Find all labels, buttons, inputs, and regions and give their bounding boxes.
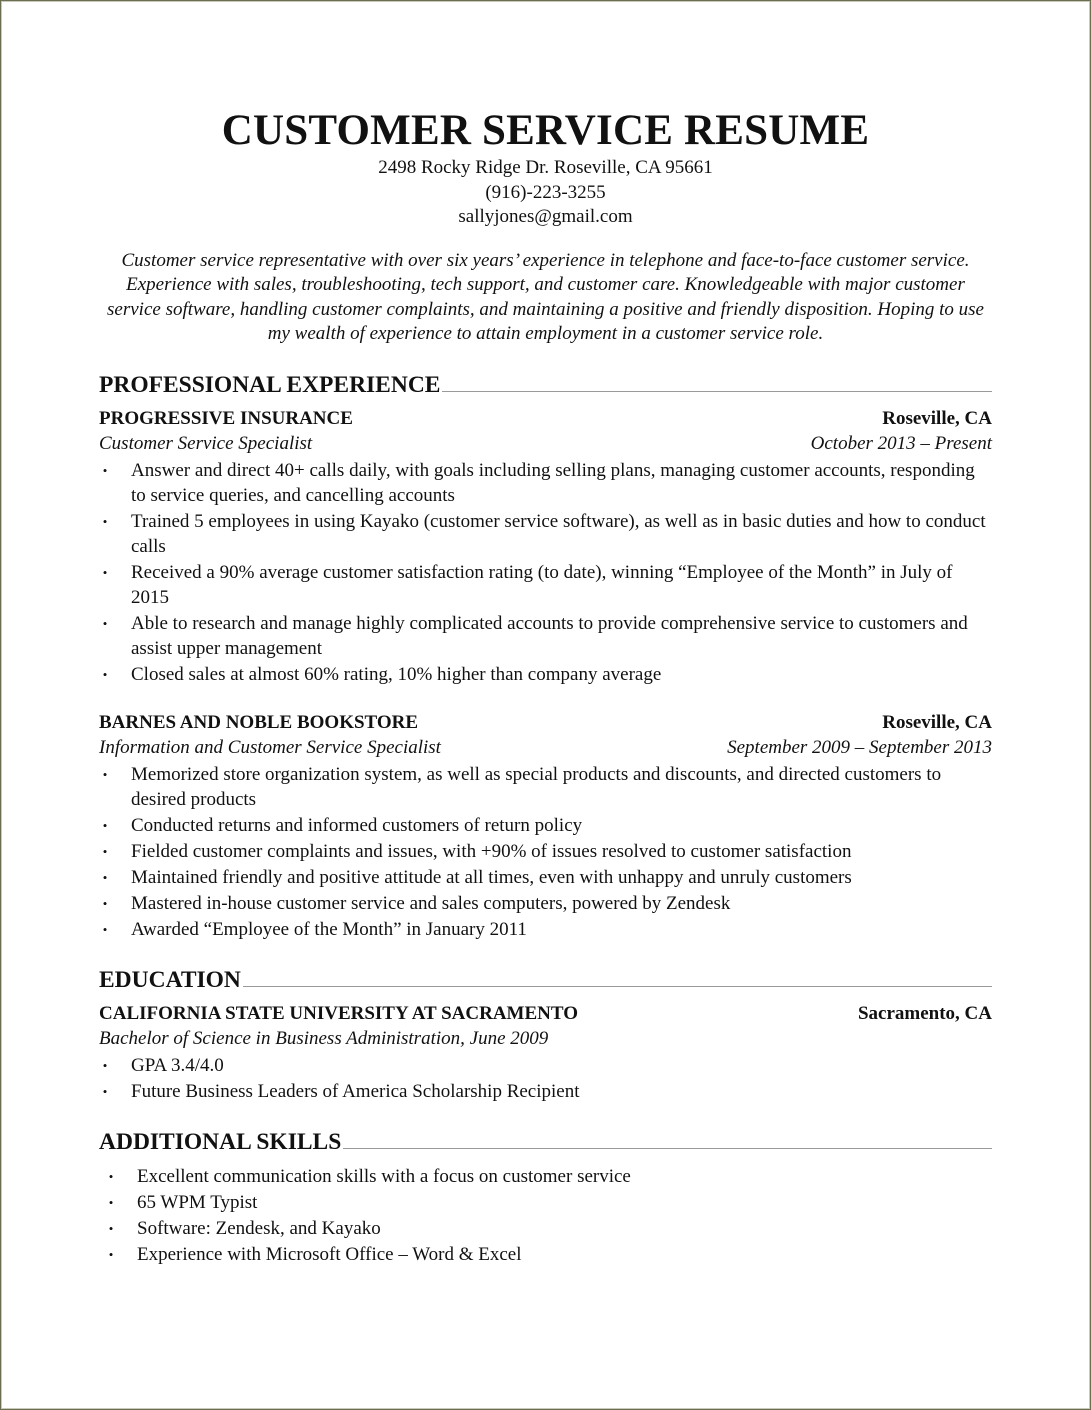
bullet-icon: • xyxy=(102,870,108,886)
list-item xyxy=(99,1216,992,1241)
bullet-icon: • xyxy=(102,513,108,529)
bullet-text: Answer and direct 40+ calls daily, with goals including selling plans, managing customer accounts, responding to service queries, and cancelling accounts xyxy=(131,459,975,506)
list-item xyxy=(99,1079,992,1104)
list-item xyxy=(99,1242,992,1267)
bullet-icon: • xyxy=(108,1169,114,1185)
bullet-icon: • xyxy=(102,767,108,783)
education-school: CALIFORNIA STATE UNIVERSITY AT SACRAMENTO xyxy=(99,1003,578,1025)
job-role: Customer Service Specialist xyxy=(99,432,313,454)
job-entry-barnes-noble xyxy=(99,710,992,942)
experience-section-header xyxy=(99,371,992,399)
education-entry xyxy=(99,1001,992,1104)
bullet-text: Software: Zendesk, and Kayako xyxy=(137,1218,381,1240)
job-location: Roseville, CA xyxy=(882,407,992,429)
bullet-icon: • xyxy=(102,1058,108,1074)
list-item xyxy=(99,762,992,813)
bullet-text: Fielded customer complaints and issues, with +90% of issues resolved to customer satisfaction xyxy=(131,841,852,863)
bullet-icon: • xyxy=(102,462,108,478)
bullet-icon: • xyxy=(108,1247,114,1263)
job-company: PROGRESSIVE INSURANCE xyxy=(99,407,353,429)
bullet-text: Excellent communication skills with a focus on customer service xyxy=(137,1166,631,1188)
bullet-text: Trained 5 employees in using Kayako (customer service software), as well as in basic duties and how to conduct calls xyxy=(131,510,986,557)
skills-heading: ADDITIONAL SKILLS xyxy=(99,1129,342,1156)
education-section-header xyxy=(99,966,992,994)
bullet-text: 65 WPM Typist xyxy=(137,1192,258,1214)
list-item xyxy=(99,1053,992,1078)
bullet-text: Future Business Leaders of America Scholarship Recipient xyxy=(131,1081,580,1103)
job-dates: October 2013 – Present xyxy=(810,432,992,454)
job-header xyxy=(99,710,992,736)
bullet-text: Awarded “Employee of the Month” in January 2011 xyxy=(131,918,527,940)
skills-bullet-list xyxy=(99,1164,992,1267)
bullet-icon: • xyxy=(102,616,108,632)
bullet-text: GPA 3.4/4.0 xyxy=(131,1055,224,1077)
list-item xyxy=(99,1164,992,1189)
education-header xyxy=(99,1001,992,1027)
list-item xyxy=(99,865,992,890)
list-item xyxy=(99,839,992,864)
contact-phone: (916)-223-3255 xyxy=(485,181,606,203)
list-item xyxy=(99,813,992,838)
bullet-text: Maintained friendly and positive attitude at all times, even with unhappy and unruly customers xyxy=(131,867,852,889)
bullet-icon: • xyxy=(102,896,108,911)
list-item xyxy=(99,662,992,687)
job-bullet-list xyxy=(99,762,992,942)
bullet-text: Mastered in-house customer service and sales computers, powered by Zendesk xyxy=(131,893,731,914)
resume-title: CUSTOMER SERVICE RESUME xyxy=(221,107,870,154)
experience-heading: PROFESSIONAL EXPERIENCE xyxy=(99,371,441,398)
bullet-text: Experience with Microsoft Office – Word & Excel xyxy=(137,1244,522,1266)
education-heading: EDUCATION xyxy=(99,967,241,994)
bullet-text: Able to research and manage highly complicated accounts to provide comprehensive service to customers and assist upper management xyxy=(131,613,968,660)
list-item xyxy=(99,917,992,942)
contact-address: 2498 Rocky Ridge Dr. Roseville, CA 95661 xyxy=(378,157,713,178)
bullet-text: Memorized store organization system, as well as special products and discounts, and directed customers to desired products xyxy=(131,764,942,811)
list-item xyxy=(99,1190,992,1215)
list-item xyxy=(99,509,992,560)
education-degree: Bachelor of Science in Business Administration, June 2009 xyxy=(99,1028,549,1050)
job-company: BARNES AND NOBLE BOOKSTORE xyxy=(99,712,419,734)
job-subheader xyxy=(99,736,992,760)
job-location: Roseville, CA xyxy=(882,712,992,734)
bullet-text: Conducted returns and informed customers of return policy xyxy=(131,815,583,837)
contact-email: sallyjones@gmail.com xyxy=(458,206,633,227)
job-bullet-list xyxy=(99,458,992,688)
bullet-icon: • xyxy=(102,667,108,683)
job-role: Information and Customer Service Specialist xyxy=(99,737,441,759)
job-entry-progressive xyxy=(99,406,992,688)
education-bullet-list xyxy=(99,1053,992,1104)
bullet-icon: • xyxy=(102,564,108,580)
spacer xyxy=(99,688,992,710)
skills-section-header xyxy=(99,1128,992,1156)
list-item xyxy=(99,560,992,611)
list-item xyxy=(99,458,992,509)
bullet-icon: • xyxy=(102,921,108,937)
bullet-icon: • xyxy=(108,1195,114,1211)
job-dates: September 2009 – September 2013 xyxy=(727,737,992,759)
bullet-icon: • xyxy=(102,844,108,860)
education-location: Sacramento, CA xyxy=(857,1003,992,1025)
resume-page xyxy=(99,106,992,1268)
list-item xyxy=(99,611,992,662)
summary-paragraph: Customer service representative with over six years’ experience in telephone and face-to-face customer service. Experience with sales, troubleshooting, tech support, and customer care. Knowledgeable with major customer service software, handling customer complaints, and maintaining a positive and friendly disposition. Hoping to use my wealth of experience to attain employment in a customer service role. xyxy=(107,249,984,344)
list-item xyxy=(99,891,992,916)
education-subheader xyxy=(99,1027,992,1051)
bullet-icon: • xyxy=(102,818,108,834)
bullet-text: Closed sales at almost 60% rating, 10% higher than company average xyxy=(131,664,662,686)
bullet-icon: • xyxy=(108,1221,114,1237)
job-header xyxy=(99,406,992,432)
bullet-icon: • xyxy=(102,1084,108,1100)
job-subheader xyxy=(99,432,992,456)
bullet-text: Received a 90% average customer satisfaction rating (to date), winning “Employee of the Month” in July of 2015 xyxy=(131,561,953,609)
